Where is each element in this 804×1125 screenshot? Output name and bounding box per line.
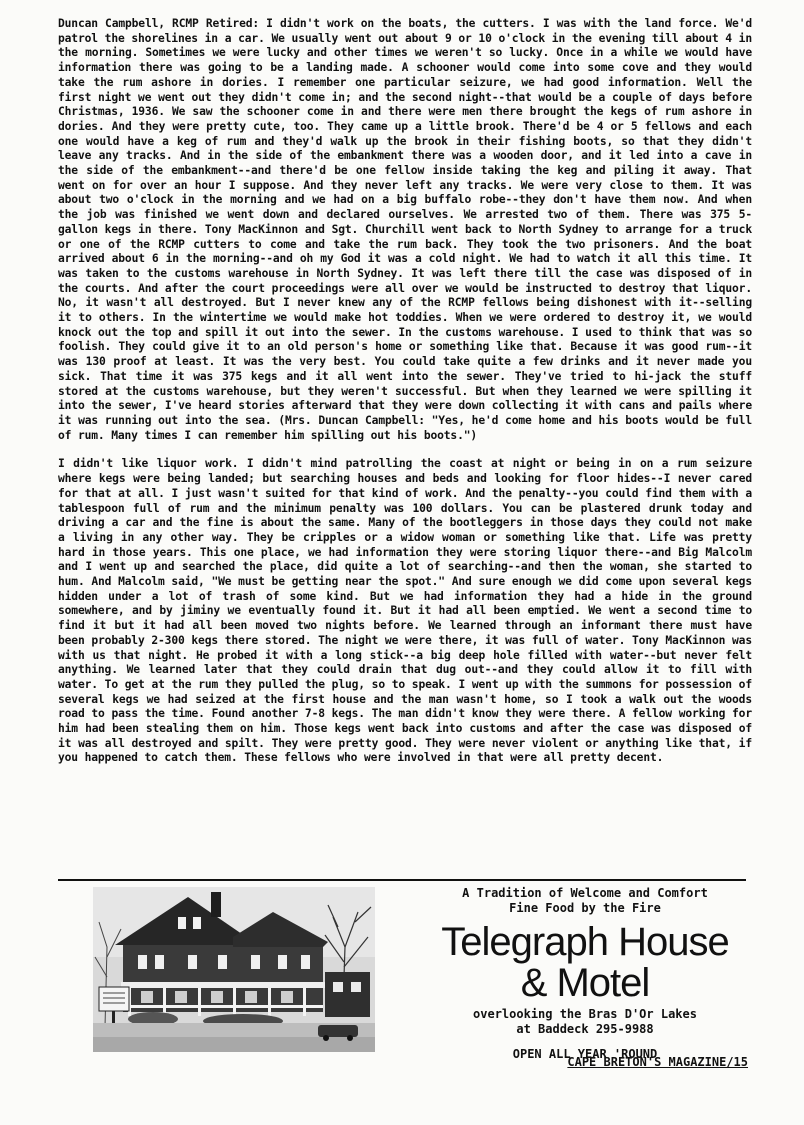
ad-tagline-1: A Tradition of Welcome and Comfort (462, 886, 708, 900)
paragraph-1-body: I didn't work on the boats, the cutters. I was with the land force. We'd patrol the shorelines in a car. We usually went out about 9 or 10 o'clock in the evening till about 4 in the morning. Sometimes we were lucky and other times we weren't so lucky. Once in a while we would have information there was going to be a landing made. A schooner would come into some cove and they would take the rum ashore in dories. I remember one particular seizure, we had good information. Well the first night we went out they didn't come in; and the second night--that would be a couple of days before Christmas, 1936. We saw the schooner come in and there were men there brought the kegs of rum ashore in dories. And they were pretty cute, too. They came up a little brook. There'd be 4 or 5 fellows and each one would have a keg of rum and they'd walk up the brook in their fishing boots, so that they didn't leave any tracks. And in the side of the embankment there was a wooden door, and it led into a cave in the side of the embankment--and there'd be one fellow inside taking the keg and piling it away. That went on for over an hour I suppose. And they never left any tracks. We were very close to them. It was about two o'clock in the morning and we had on a big buffalo robe--they don't have them now. And when the job was finished we went down and declared ourselves. We arrested two of them. There was 375 5-gallon kegs in there. Tony MacKinnon and Sgt. Churchill went back to North Sydney to arrange for a truck or one of the RCMP cutters to come and take the rum back. They took the two prisoners. And the boat arrived about 6 in the morning--and oh my God it was a cold night. We had to watch it all this time. It was taken to the customs warehouse in North Sydney. It was left there till the case was disposed of in the courts. And after the court proceedings were all over we would be instructed to destroy that liquor. No, it wasn't all destroyed. But I never knew any of the RCMP fellows being dishonest with it--selling it to others. In the wintertime we would make hot toddies. When we were ordered to destroy it, we would knock out the top and spill it out into the sewer. In the customs warehouse. I used to think that was so foolish. They could give it to an old person's home or something like that. Because it was good rum--it was 130 proof at least. It was the very best. You could take quite a few drinks and it never made you sick. That time it was 375 kegs and it all went into the sewer. They've tried to hi-jack the stuff stored at the customs warehouse, but they weren't successful. But when they learned we were spilling it into the sewer, I've heard stories afterward that they were down collecting it with cans and pails where it was running out into the sea. (Mrs. Duncan Campbell: "Yes, he'd come home and his boots would be full of rum. Many times I can remember him spilling out his boots.") (58, 17, 752, 442)
paragraph-2: I didn't like liquor work. I didn't mind patrolling the coast at night or being in on a rum seizure where kegs were being landed; but searching houses and beds and looking for floor hides--I never cared for that at all. I just wasn't suited for that kind of work. And the penalty--you could find them with a tablespoon full of rum and the minimum penalty was 100 dollars. You can be plastered drunk today and driving a car and the fine is about the same. Many of the bootleggers in those days they could not make a living in any other way. They be cripples or a widow woman or something like that. Life was pretty hard in those years. This one place, we had information they were storing liquor there--and Big Malcolm and I went up and searched the place, did quite a lot of searching--and then the woman, she started to hum. And Malcolm said, "We must be getting near the spot." And sure enough we did come upon several kegs hidden under a lot of trash of some kind. But we had information they had a hide in the ground somewhere, and by jiminy we eventually found it. But it had all been emptied. We went a second time to find it but it had all been moved two nights before. We learned through an informant there must have been probably 2-300 kegs there stored. The night we were there, it was full of water. Tony MacKinnon was with us that night. He probed it with a long stick--a big deep hole filled with water--but never felt anything. We learned later that they could drain that dug out--and they could allow it to fill with water. To get at the rum they pulled the plug, so to speak. I went up with the summons for possession of several kegs we had seized at the first house and the man wasn't home, so I took a walk out the woods road to pass the time. Found another 7-8 kegs. The man didn't know they were there. A fellow working for him had been stealing them on him. Those kegs went back into customs and after the case was disposed of it was all destroyed and spilt. They were pretty good. They were never violent or anything like that, if you happened to catch them. These fellows who were involved in that were all pretty decent. (58, 457, 752, 765)
telegraph-house-photo (93, 887, 375, 1052)
advertisement-text (410, 886, 760, 1062)
ad-tagline-2: Fine Food by the Fire (509, 901, 661, 915)
ad-open-hours: OPEN ALL YEAR 'ROUND (512, 1047, 658, 1061)
ad-location-2: at Baddeck 295-9988 (516, 1022, 654, 1036)
interview-article (58, 17, 752, 766)
ad-location-1: overlooking the Bras D'Or Lakes (473, 1007, 697, 1021)
speaker-name: Duncan Campbell, RCMP Retired: (58, 17, 260, 30)
ad-business-name-1: Telegraph House (441, 920, 729, 964)
ad-divider-rule (58, 879, 746, 881)
paragraph-1 (58, 17, 752, 443)
page-folio: CAPE BRETON'S MAGAZINE/15 (567, 1055, 748, 1069)
ad-business-name-2: & Motel (520, 961, 650, 1005)
